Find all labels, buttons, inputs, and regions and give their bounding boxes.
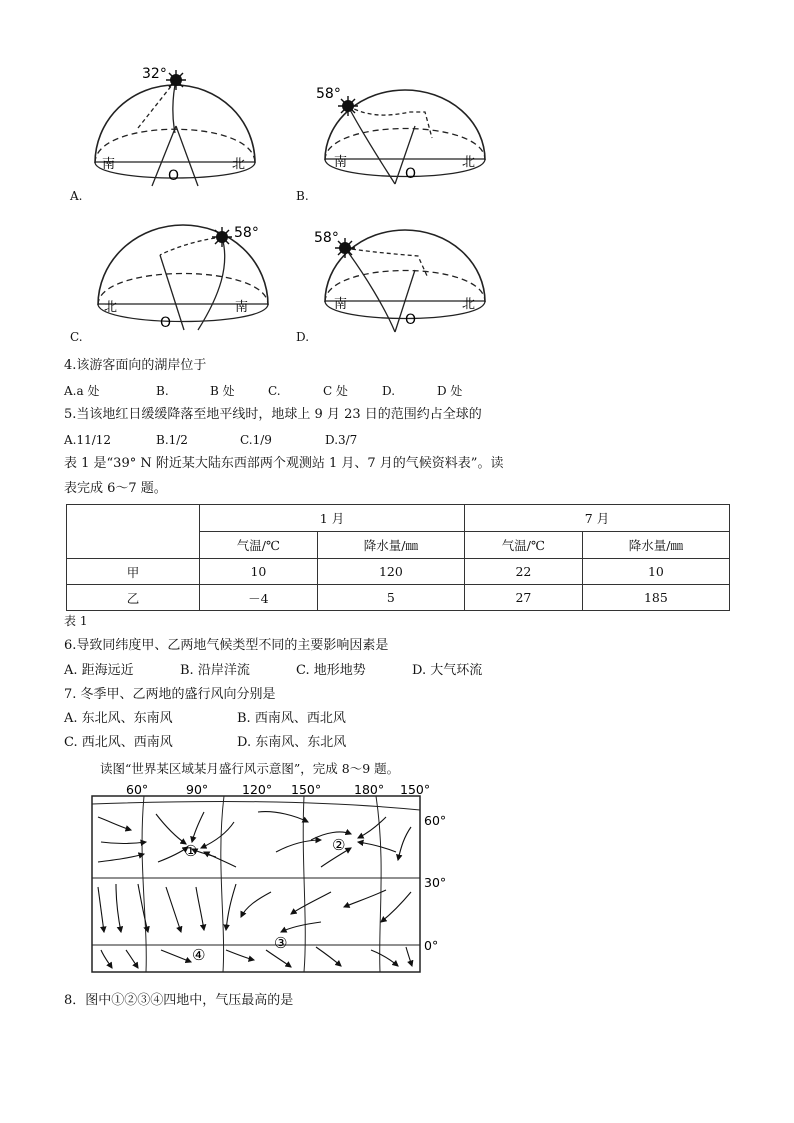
- jul-precip-value: 10: [582, 559, 729, 585]
- jul-temp-value: 22: [464, 559, 582, 585]
- table-header-row-months: [67, 505, 730, 532]
- jul-temp-value: 27: [464, 585, 582, 611]
- figure-d-sun-path-diagram: [310, 220, 500, 342]
- lon-label-90: 90°: [186, 782, 209, 797]
- lon-label-150w: 150°: [400, 782, 431, 797]
- option-d-label: D.: [296, 330, 310, 344]
- q5-option-c: C.1/9: [240, 433, 272, 447]
- table-header-jul-precip: 降水量/㎜: [582, 532, 729, 559]
- jan-temp-value: －4: [200, 585, 318, 611]
- question-5-stem: 5.当该地红日缓缓降落至地平线时，地球上 9 月 23 日的范围约占全球的: [64, 407, 482, 422]
- table-intro-line-1: 表 1 是“39° N 附近某大陆东西部两个观测站 1 月、7 月的气候资料表”。读: [64, 456, 504, 471]
- figure-d-origin: O: [405, 312, 417, 328]
- question-6-stem: 6.导致同纬度甲、乙两地气候类型不同的主要影响因素是: [64, 638, 389, 653]
- q4-option-b-text: B 处: [210, 384, 235, 398]
- table-intro-line-2: 表完成 6～7 题。: [64, 481, 167, 496]
- table-row: [67, 559, 730, 585]
- lat-label-0: 0°: [424, 938, 439, 953]
- jan-precip-value: 5: [317, 585, 464, 611]
- option-b-label: B.: [296, 189, 309, 203]
- lon-label-180: 180°: [354, 782, 385, 797]
- figure-a-origin: O: [168, 168, 180, 184]
- map-marker-2: ②: [332, 836, 346, 854]
- table-row: [67, 585, 730, 611]
- table-header-jan-precip: 降水量/㎜: [317, 532, 464, 559]
- figure-c-left-label: 北: [104, 300, 118, 315]
- map-intro: 读图“世界某区域某月盛行风示意图”，完成 8～9 题。: [100, 761, 400, 776]
- q6-option-a: A. 距海远近: [64, 663, 134, 678]
- q4-option-c-text: C 处: [323, 384, 348, 398]
- q4-option-b-letter: B.: [156, 384, 169, 398]
- figure-d-right-label: 北: [462, 297, 476, 312]
- q6-option-b: B. 沿岸洋流: [180, 663, 250, 678]
- q6-option-c: C. 地形地势: [296, 663, 366, 678]
- question-8-stem: 8．图中①②③④四地中，气压最高的是: [64, 993, 294, 1008]
- q7-option-d: D. 东南风、东北风: [237, 735, 347, 750]
- lon-label-60: 60°: [126, 782, 149, 797]
- climate-data-table: [66, 504, 730, 611]
- table-header-jan-temp: 气温/℃: [200, 532, 318, 559]
- map-marker-1: ①: [184, 842, 198, 860]
- figure-d-left-label: 南: [334, 297, 348, 312]
- table-caption: 表 1: [64, 614, 88, 628]
- q4-option-d-letter: D.: [382, 384, 396, 398]
- figure-b-angle: 58°: [316, 86, 341, 102]
- map-marker-4: ④: [192, 946, 206, 964]
- q4-option-c-letter: C.: [268, 384, 281, 398]
- figure-c-sun-path-diagram: [90, 215, 280, 340]
- jan-temp-value: 10: [200, 559, 318, 585]
- q7-option-c: C. 西北风、西南风: [64, 735, 173, 750]
- figure-b-sun-path-diagram: [310, 78, 500, 193]
- q6-option-d: D. 大气环流: [412, 663, 483, 678]
- figure-b-right-label: 北: [462, 155, 476, 170]
- figure-d-angle: 58°: [314, 230, 339, 246]
- table-header-jul: 7 月: [464, 505, 729, 532]
- lon-label-120: 120°: [242, 782, 273, 797]
- q5-option-d: D.3/7: [325, 433, 358, 447]
- station-name: 乙: [67, 585, 200, 611]
- q4-option-a: A.a 处: [64, 384, 100, 398]
- prevailing-wind-map: [86, 782, 456, 982]
- question-4-stem: 4.该游客面向的湖岸位于: [64, 358, 207, 373]
- figure-a-right-label: 北: [232, 157, 246, 172]
- figure-a-angle: 32°: [142, 66, 167, 82]
- figure-c-right-label: 南: [235, 300, 249, 315]
- option-a-label: A.: [70, 189, 83, 203]
- table-header-jan: 1 月: [200, 505, 465, 532]
- figure-a-left-label: 南: [102, 157, 116, 172]
- table-corner-cell: [67, 505, 200, 559]
- jan-precip-value: 120: [317, 559, 464, 585]
- figure-c-origin: O: [160, 315, 172, 331]
- lon-label-150: 150°: [291, 782, 322, 797]
- lat-label-60: 60°: [424, 813, 447, 828]
- q4-option-d-text: D 处: [437, 384, 463, 398]
- figure-b-left-label: 南: [334, 155, 348, 170]
- figure-a-sun-path-diagram: [80, 58, 280, 193]
- station-name: 甲: [67, 559, 200, 585]
- q5-option-a: A.11/12: [64, 433, 112, 447]
- figure-b-origin: O: [405, 166, 417, 182]
- q7-option-b: B. 西南风、西北风: [237, 711, 346, 726]
- question-7-stem: 7. 冬季甲、乙两地的盛行风向分别是: [64, 687, 276, 702]
- jul-precip-value: 185: [582, 585, 729, 611]
- q5-option-b: B.1/2: [156, 433, 188, 447]
- table-header-jul-temp: 气温/℃: [464, 532, 582, 559]
- option-c-label: C.: [70, 330, 83, 344]
- q7-option-a: A. 东北风、东南风: [64, 711, 173, 726]
- figure-c-angle: 58°: [234, 225, 259, 241]
- lat-label-30: 30°: [424, 875, 447, 890]
- map-marker-3: ③: [274, 934, 288, 952]
